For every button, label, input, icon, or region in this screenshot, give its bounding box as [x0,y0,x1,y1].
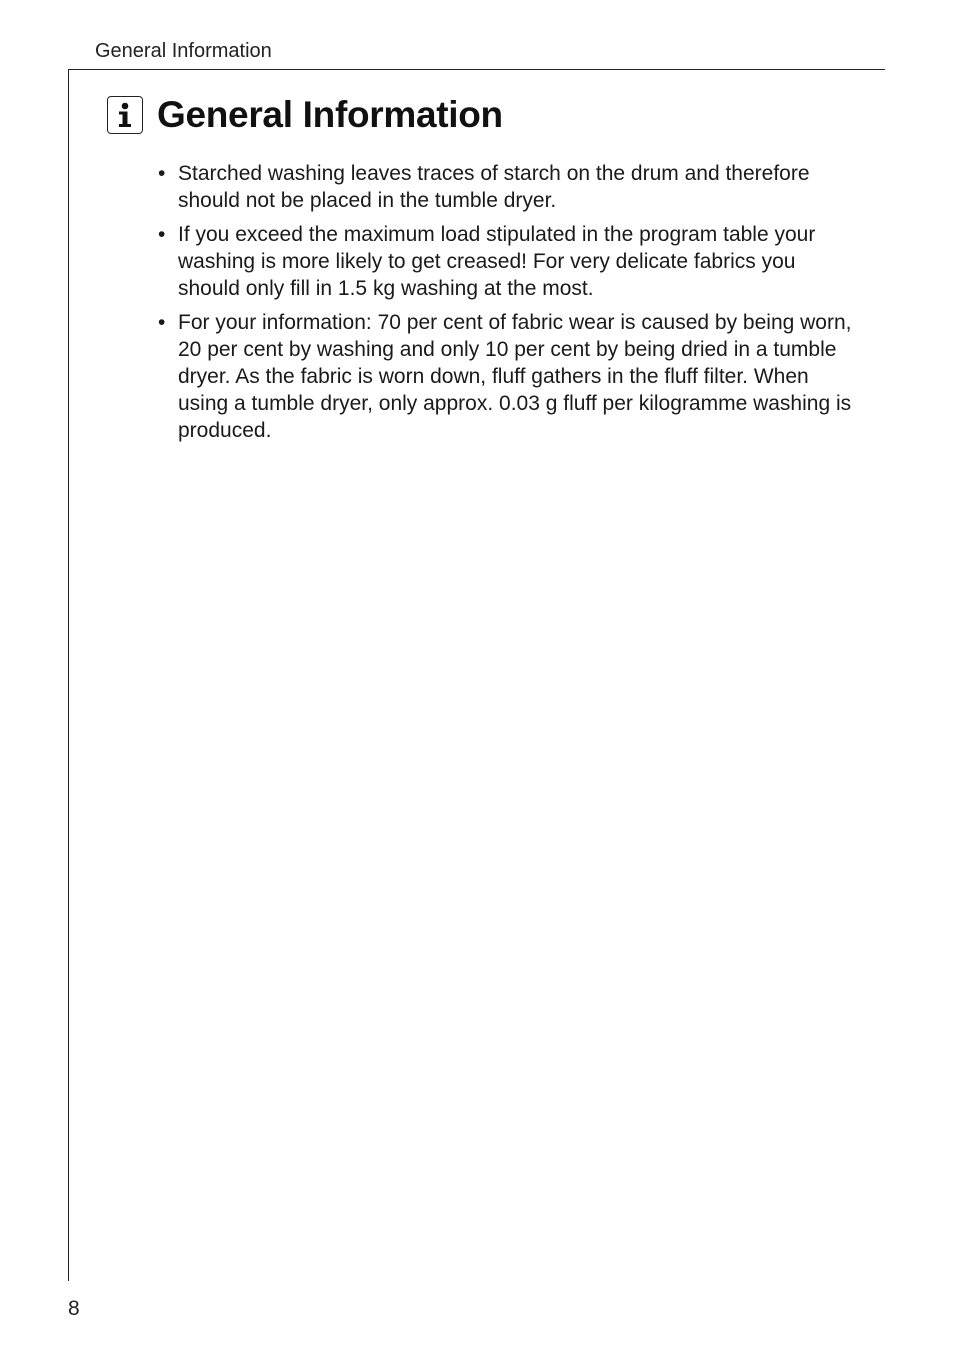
bullet-mark: • [158,162,166,185]
bullet-mark: • [158,311,166,334]
left-margin-rule [68,69,69,1281]
info-icon [107,96,143,134]
list-item-text: If you exceed the maximum load stipulated in the program table your washing is more likely to get creased! For very delicate fabrics you should only fill in 1.5 kg washing at the most. [178,223,816,300]
list-item [158,160,858,214]
running-header: General Information [95,40,272,62]
list-item-text: Starched washing leaves traces of starch on the drum and therefore should not be placed in the tumble dryer. [178,162,810,212]
title-row [107,92,503,138]
page-number: 8 [68,1297,80,1320]
header-rule [69,69,885,70]
page-title: General Information [157,94,503,135]
list-item [158,309,858,444]
bullet-list [158,160,858,451]
list-item [158,221,858,302]
list-item-text: For your information: 70 per cent of fabric wear is caused by being worn, 20 per cent by washing and only 10 per cent by being dried in a tumble dryer. As the fabric is worn down, fluff gathers in the fluff filter. When using a tumble dryer, only approx. 0.03 g fluff per kilogramme washing is produced. [178,311,852,442]
bullet-mark: • [158,223,166,246]
